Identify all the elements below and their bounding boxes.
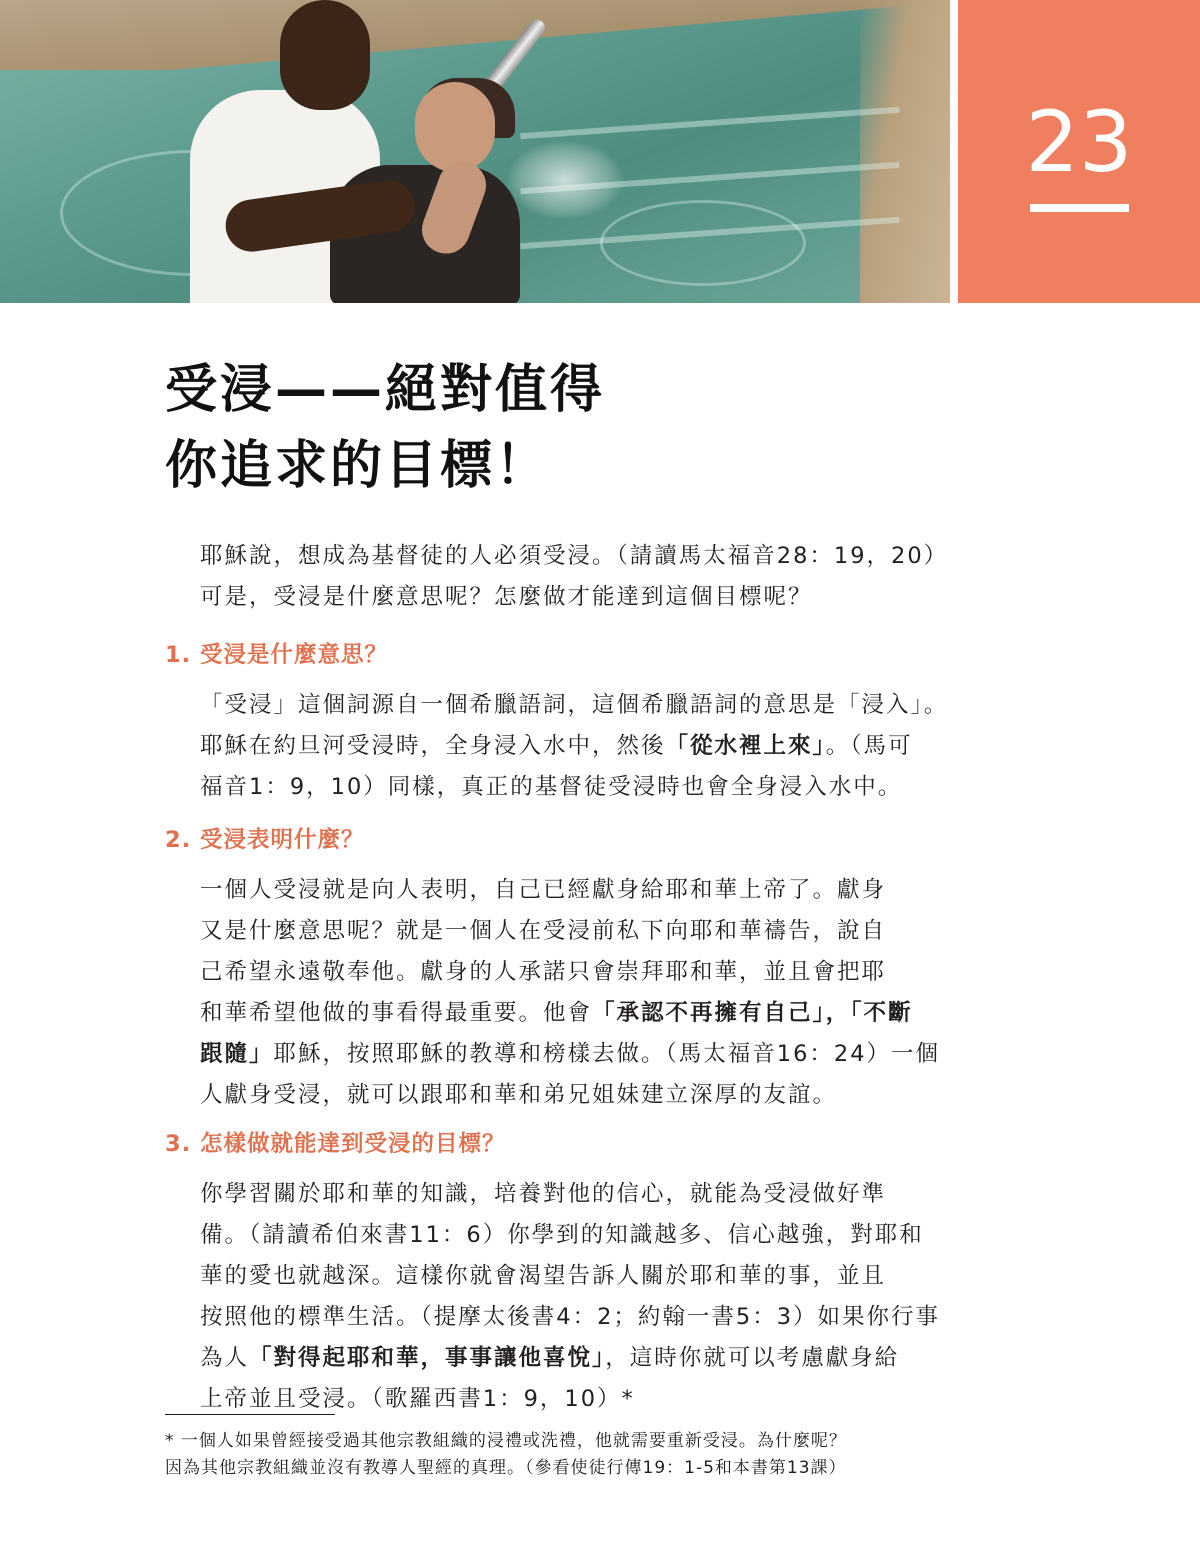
body-line: 跟隨」耶穌，按照耶穌的教導和榜樣去做。（馬太福音16：24）一個 [200, 1041, 941, 1067]
body-line: 一個人受浸就是向人表明，自己已經獻身給耶和華上帝了。獻身 [200, 877, 887, 903]
title-line-2: 你追求的目標！ [165, 436, 551, 496]
section-body [200, 1174, 965, 1420]
bold-phrase: 「承認不再擁有自己」，「不斷 [592, 1000, 913, 1026]
section-3 [165, 1126, 965, 1420]
body-line: 上帝並且受浸。（歌羅西書1：9，10）* [200, 1386, 635, 1412]
body-line: 「受浸」這個詞源自一個希臘語詞，這個希臘語詞的意思是「浸入」。 [200, 692, 949, 718]
body-line: 華的愛也就越深。這樣你就會渴望告訴人關於耶和華的事，並且 [200, 1263, 887, 1289]
lesson-underline [1030, 204, 1129, 212]
body-line: 己希望永遠敬奉他。獻身的人承諾只會崇拜耶和華，並且會把耶 [200, 959, 887, 985]
body-line: 耶穌在約旦河受浸時，全身浸入水中，然後「從水裡上來」。（馬可 [200, 733, 913, 759]
man-head [280, 0, 370, 110]
section-heading: 2. 受浸表明什麼？ [165, 827, 365, 853]
section-heading: 3. 怎樣做就能達到受浸的目標？ [165, 1131, 506, 1157]
pool-step [520, 107, 899, 139]
section-1 [165, 637, 965, 808]
body-line: 你學習關於耶和華的知識，培養對他的信心，就能為受浸做好準 [200, 1181, 887, 1207]
woman-head [415, 82, 495, 172]
body-line: 備。（請讀希伯來書11：6）你學到的知識越多、信心越強，對耶和 [200, 1222, 924, 1248]
title-line-1: 受浸——絕對值得 [165, 360, 606, 420]
body-line: 和華希望他做的事看得最重要。他會「承認不再擁有自己」，「不斷 [200, 1000, 913, 1026]
water-ripple [600, 200, 806, 286]
pool-edge [860, 0, 950, 303]
lesson-number: 23 [1025, 93, 1133, 191]
section-body [200, 685, 965, 808]
water-splash [505, 140, 625, 220]
intro-line: 耶穌說，想成為基督徒的人必須受浸。（請讀馬太福音28：19，20） [200, 543, 949, 569]
footnote-divider [165, 1414, 335, 1415]
section-heading: 1. 受浸是什麼意思？ [165, 642, 389, 668]
intro-line: 可是，受浸是什麼意思呢？怎麼做才能達到這個目標呢？ [200, 584, 813, 610]
footnote [165, 1428, 955, 1482]
bold-phrase: 「從水裡上來」 [665, 733, 826, 759]
page-title [165, 352, 965, 504]
pool-deck [0, 0, 950, 70]
body-line: 人獻身受浸，就可以跟耶和華和弟兄姐妹建立深厚的友誼。 [200, 1082, 838, 1108]
section-2 [165, 822, 965, 1116]
body-line: 為人「對得起耶和華，事事讓他喜悅」，這時你就可以考慮獻身給 [200, 1345, 900, 1371]
body-line: 福音1：9，10）同樣，真正的基督徒受浸時也會全身浸入水中。 [200, 774, 903, 800]
intro-paragraph [200, 536, 960, 618]
lesson-number-box [958, 0, 1200, 303]
footnote-line: 因為其他宗教組織並沒有教導人聖經的真理。（參看使徒行傳19：1-5和本書第13課） [165, 1458, 847, 1478]
bold-phrase: 「對得起耶和華，事事讓他喜悅」 [249, 1345, 606, 1371]
section-body [200, 870, 965, 1116]
body-line: 又是什麼意思呢？就是一個人在受浸前私下向耶和華禱告，說自 [200, 918, 887, 944]
bold-phrase: 跟隨」 [200, 1041, 274, 1067]
footnote-line: * 一個人如果曾經接受過其他宗教組織的浸禮或洗禮，他就需要重新受浸。為什麼呢？ [165, 1431, 847, 1451]
baptism-photo [0, 0, 950, 303]
body-line: 按照他的標準生活。（提摩太後書4：2；約翰一書5：3）如果你行事 [200, 1304, 941, 1330]
